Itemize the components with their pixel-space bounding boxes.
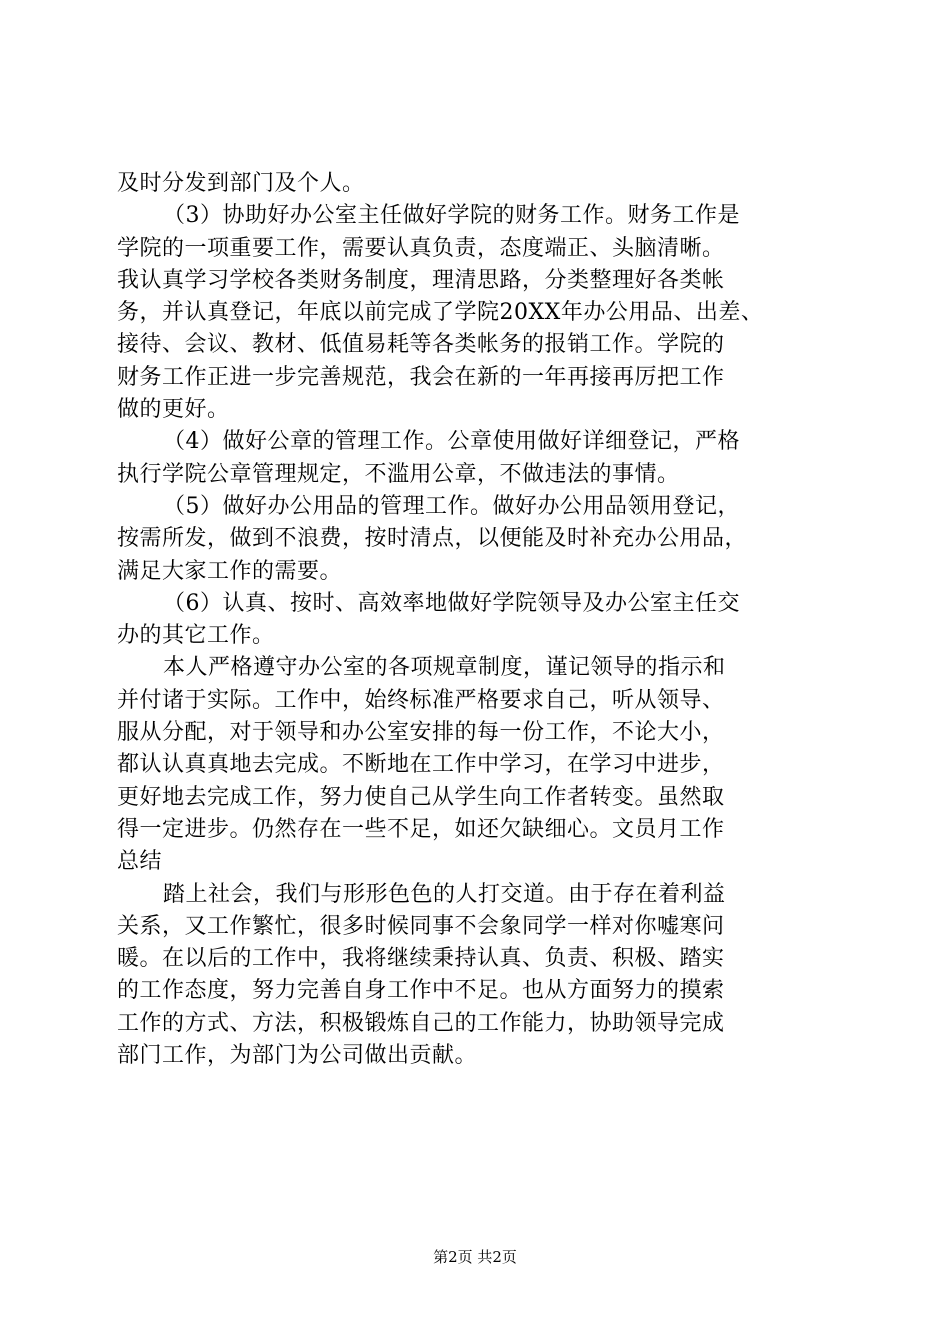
page-footer bbox=[0, 1247, 950, 1267]
text-line: 我认真学习学校各类财务制度，理清思路，分类整理好各类帐 bbox=[117, 267, 725, 293]
text-line: （3）协助好办公室主任做好学院的财务工作。财务工作是 bbox=[163, 203, 740, 229]
text-line: 踏上社会，我们与形形色色的人打交道。由于存在着利益 bbox=[163, 881, 726, 907]
text-line: 财务工作正进一步完善规范，我会在新的一年再接再厉把工作 bbox=[117, 364, 725, 390]
text-line: 得一定进步。仍然存在一些不足，如还欠缺细心。文员月工作 bbox=[117, 816, 725, 842]
text-line: 接待、会议、教材、低值易耗等各类帐务的报销工作。学院的 bbox=[117, 332, 725, 358]
text-line: 做的更好。 bbox=[117, 397, 230, 423]
text-line: 务，并认真登记，年底以前完成了学院20XX年办公用品、出差、 bbox=[117, 300, 764, 326]
text-line: 总结 bbox=[117, 849, 163, 875]
text-line: 满足大家工作的需要。 bbox=[117, 558, 343, 584]
text-line: 关系，又工作繁忙，很多时候同事不会象同学一样对你嘘寒问 bbox=[117, 913, 725, 939]
text-line: 及时分发到部门及个人。 bbox=[117, 171, 365, 196]
text-line: 工作的方式、方法，积极锻炼自己的工作能力，协助领导完成 bbox=[117, 1010, 725, 1036]
text-line: 部门工作，为部门为公司做出贡献。 bbox=[117, 1043, 478, 1069]
page-number: 第2页 共2页 bbox=[433, 1248, 517, 1266]
text-line: 本人严格遵守办公室的各项规章制度，谨记领导的指示和 bbox=[163, 655, 726, 681]
text-line: 办的其它工作。 bbox=[117, 623, 275, 649]
text-line: 服从分配，对于领导和办公室安排的每一份工作，不论大小， bbox=[117, 720, 725, 746]
text-line: 更好地去完成工作，努力使自己从学生向工作者转变。虽然取 bbox=[117, 784, 725, 810]
text-line: （5）做好办公用品的管理工作。做好办公用品领用登记， bbox=[163, 493, 740, 519]
text-line: 执行学院公章管理规定，不滥用公章，不做违法的事情。 bbox=[117, 461, 680, 487]
text-line: （4）做好公章的管理工作。公章使用做好详细登记，严格 bbox=[163, 429, 740, 455]
text-line: 的工作态度，努力完善自身工作中不足。也从方面努力的摸索 bbox=[117, 978, 725, 1004]
text-line: 并付诸于实际。工作中，始终标准严格要求自己，听从领导、 bbox=[117, 687, 725, 713]
text-line: （6）认真、按时、高效率地做好学院领导及办公室主任交 bbox=[163, 590, 740, 616]
text-line: 暖。在以后的工作中，我将继续秉持认真、负责、积极、踏实 bbox=[117, 946, 725, 972]
text-line: 按需所发，做到不浪费，按时清点，以便能及时补充办公用品， bbox=[117, 526, 748, 552]
document-body bbox=[117, 168, 833, 1072]
text-line: 都认认真真地去完成。不断地在工作中学习，在学习中进步， bbox=[117, 752, 725, 778]
text-line: 学院的一项重要工作，需要认真负责，态度端正、头脑清晰。 bbox=[117, 235, 725, 261]
